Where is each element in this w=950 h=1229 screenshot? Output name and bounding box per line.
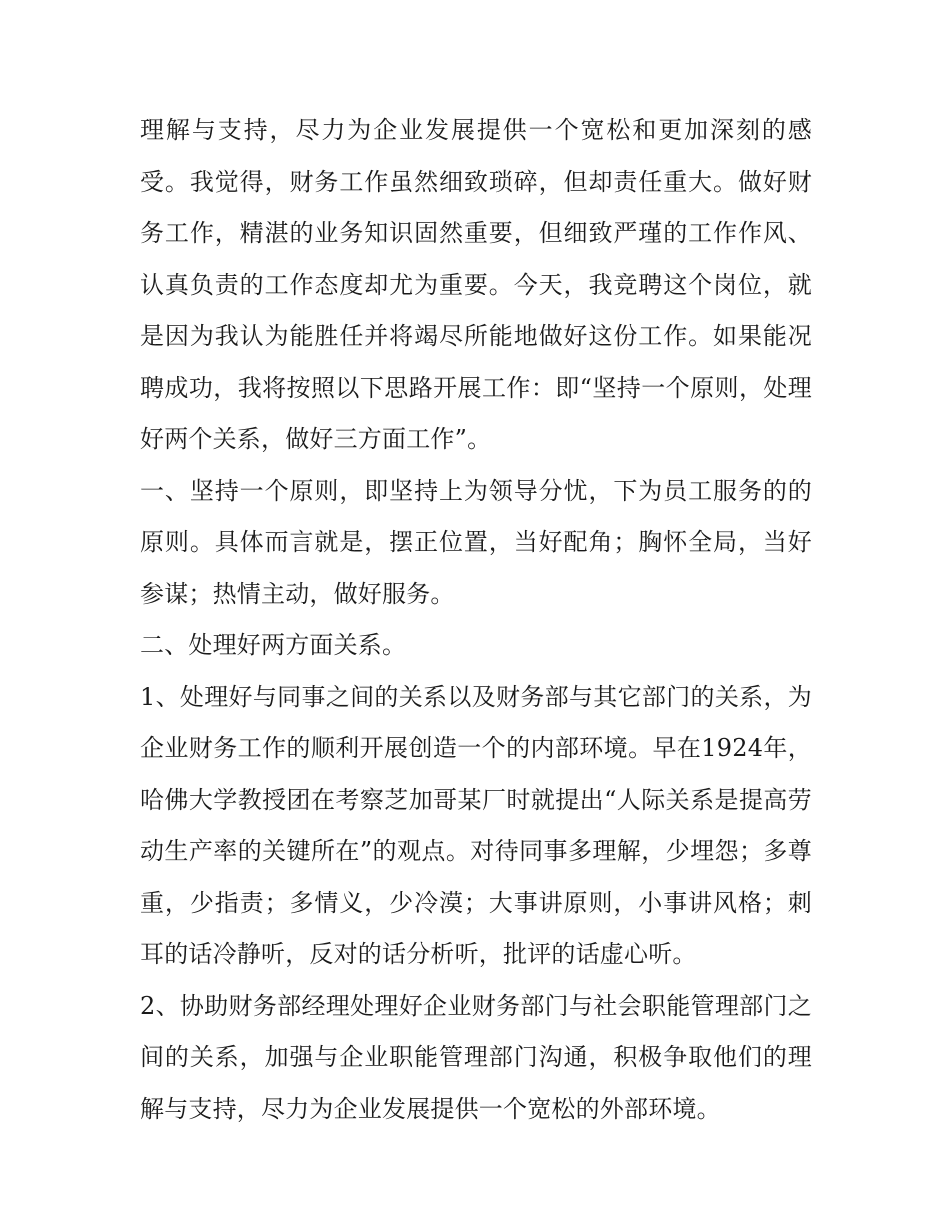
paragraph-relation-1: 1、处理好与同事之间的关系以及财务部与其它部门的关系，为企业财务工作的顺利开展创造一个的内部环境。早在1924年，哈佛大学教授团在考察芝加哥某厂时就提出“人际关系是提高劳动生产率的关键所在”的观点。对待同事多理解，少埋怨；多尊重，少指责；多情义，少冷漠；大事讲原则，小事讲风格；刺耳的话冷静听，反对的话分析听，批评的话虚心听。	[140, 682, 812, 968]
document-body	[140, 105, 812, 1135]
paragraph-principle: 一、坚持一个原则，即坚持上为领导分忧，下为员工服务的的原则。具体而言就是，摆正位置，当好配角；胸怀全局，当好参谋；热情主动，做好服务。	[140, 476, 812, 608]
paragraph-relation-2: 2、协助财务部经理处理好企业财务部门与社会职能管理部门之间的关系，加强与企业职能管理部门沟通，积极争取他们的理解与支持，尽力为企业发展提供一个宽松的外部环境。	[140, 991, 812, 1123]
paragraph-relations-heading: 二、处理好两方面关系。	[140, 631, 407, 659]
paragraph-intro: 理解与支持，尽力为企业发展提供一个宽松和更加深刻的感受。我觉得，财务工作虽然细致琐碎，但却责任重大。做好财务工作，精湛的业务知识固然重要，但细致严瑾的工作作风、认真负责的工作态度却尤为重要。今天，我竞聘这个岗位，就是因为我认为能胜任并将竭尽所能地做好这份工作。如果能况聘成功，我将按照以下思路开展工作：即“坚持一个原则，处理好两个关系，做好三方面工作”。	[140, 116, 812, 453]
